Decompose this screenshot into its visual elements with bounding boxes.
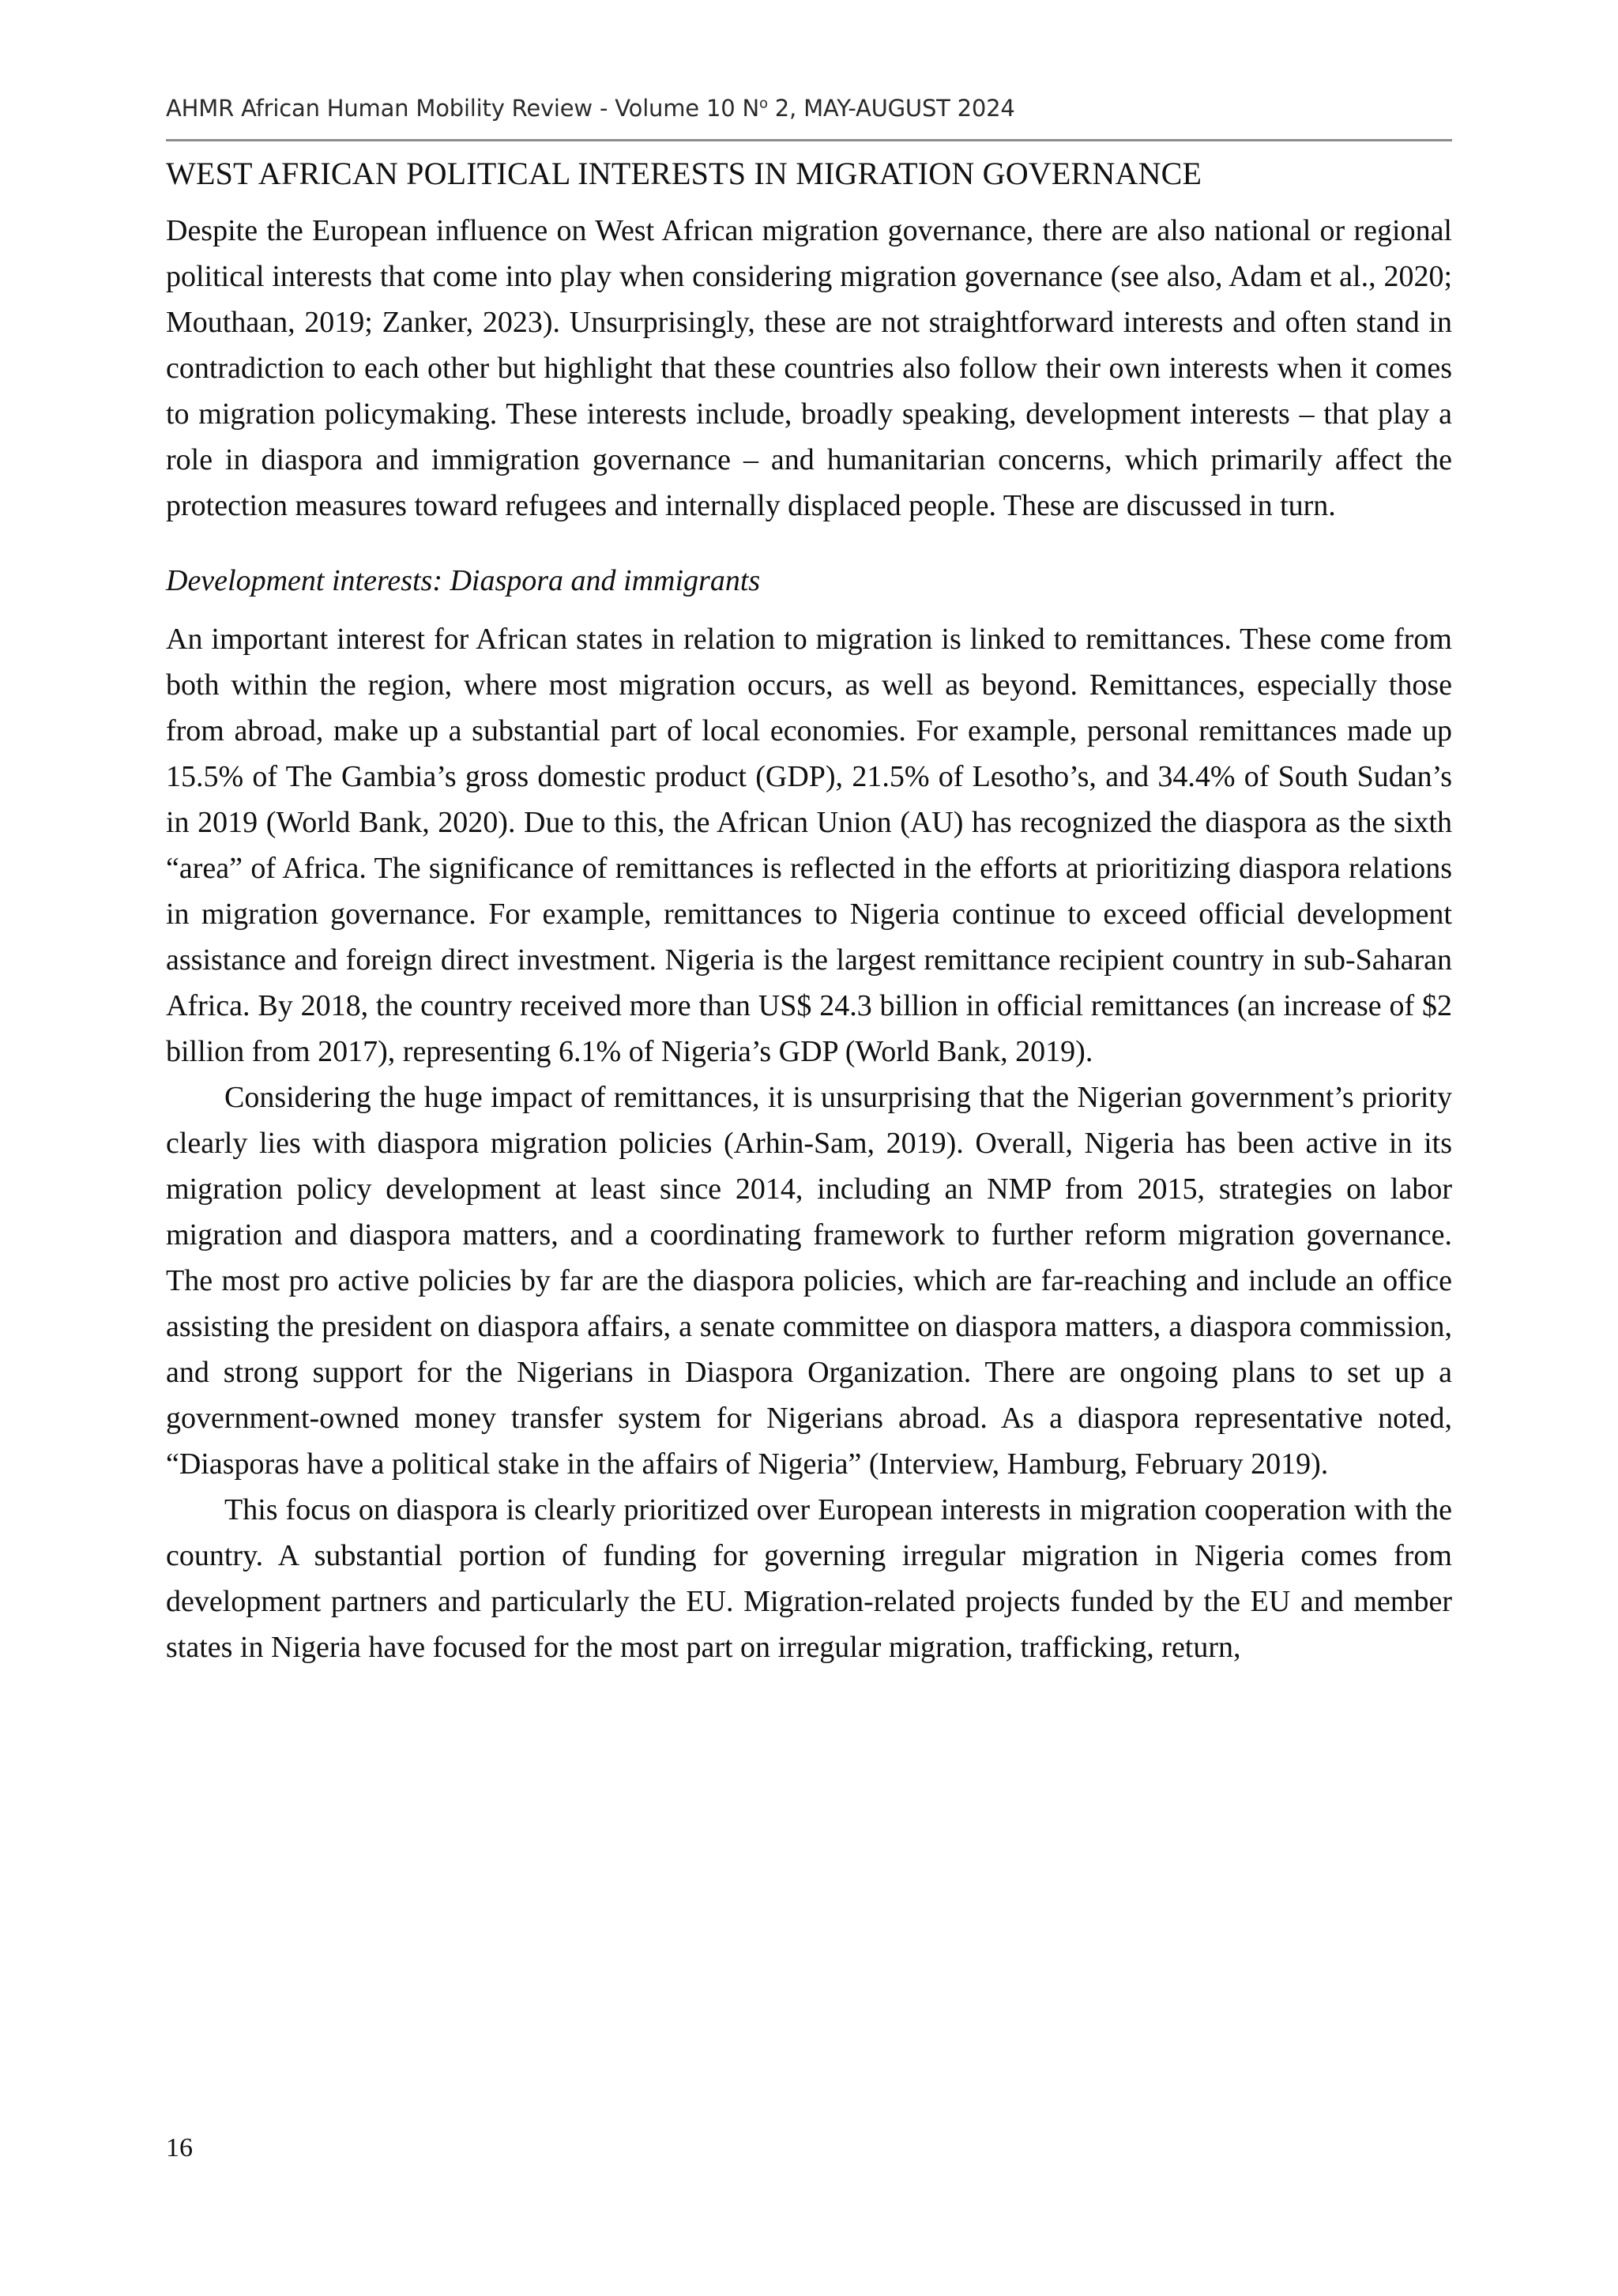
- running-head-issue-date: 2, MAY-AUGUST 2024: [767, 95, 1015, 122]
- page-title: WEST AFRICAN POLITICAL INTERESTS IN MIGRATION GOVERNANCE: [166, 156, 1202, 191]
- running-head-ordinal-superscript: o: [758, 95, 768, 112]
- running-head: [166, 95, 1452, 122]
- paragraph-remittances: An important interest for African states in relation to migration is linked to remittances. These come from both within the region, where most migration occurs, as well as beyond. Remittances, especially those from abroad, make up a substantial part of local economies. For example, personal remittances made up 15.5% of The Gambia’s gross domestic product (GDP), 21.5% of Lesotho’s, and 34.4% of South Sudan’s in 2019 (World Bank, 2020). Due to this, the African Union (AU) has recognized the diaspora as the sixth “area” of Africa. The significance of remittances is reflected in the efforts at prioritizing diaspora relations in migration governance. For example, remittances to Nigeria continue to exceed official development assistance and foreign direct investment. Nigeria is the largest remittance recipient country in sub-Saharan Africa. By 2018, the country received more than US$ 24.3 billion in official remittances (an increase of $2 billion from 2017), representing 6.1% of Nigeria’s GDP (World Bank, 2019).: [166, 623, 1452, 1069]
- running-head-journal-name: African Human Mobility Review: [241, 95, 593, 122]
- page-number: 16: [166, 2133, 193, 2162]
- header-divider-rule: [166, 139, 1452, 141]
- page-content-column: [166, 155, 1452, 1670]
- paragraph-eu-funding: This focus on diaspora is clearly prioritized over European interests in migration cooperation with the country. A substantial portion of funding for governing irregular migration in Nigeria comes from development partners and particularly the EU. Migration-related projects funded by the EU and member states in Nigeria have focused for the most part on irregular migration, trafficking, return,: [166, 1493, 1452, 1665]
- sub-heading-development-interests: Development interests: Diaspora and immigrants: [166, 563, 761, 597]
- paragraph-intro: Despite the European influence on West African migration governance, there are also national or regional political interests that come into play when considering migration governance (see also, Adam et al., 2020; Mouthaan, 2019; Zanker, 2023). Unsurprisingly, these are not straightforward interests and often stand in contradiction to each other but highlight that these countries also follow their own interests when it comes to migration policymaking. These interests include, broadly speaking, development interests – that play a role in diaspora and immigration governance – and humanitarian concerns, which primarily affect the protection measures toward refugees and internally displaced people. These are discussed in turn.: [166, 213, 1452, 522]
- running-head-separator: -: [592, 95, 615, 122]
- running-head-volume: Volume 10 N: [615, 95, 759, 122]
- running-head-text: AHMR: [166, 95, 235, 122]
- paragraph-nigeria-policy: Considering the huge impact of remittances, it is unsurprising that the Nigerian government’s priority clearly lies with diaspora migration policies (Arhin-Sam, 2019). Overall, Nigeria has been active in its migration policy development at least since 2014, including an NMP from 2015, strategies on labor migration and diaspora matters, and a coordinating framework to further reform migration governance. The most pro active policies by far are the diaspora policies, which are far-reaching and include an office assisting the president on diaspora affairs, a senate committee on diaspora matters, a diaspora commission, and strong support for the Nigerians in Diaspora Organization. There are ongoing plans to set up a government-owned money transfer system for Nigerians abroad. As a diaspora representative noted, “Diasporas have a political stake in the affairs of Nigeria” (Interview, Hamburg, February 2019).: [166, 1081, 1452, 1481]
